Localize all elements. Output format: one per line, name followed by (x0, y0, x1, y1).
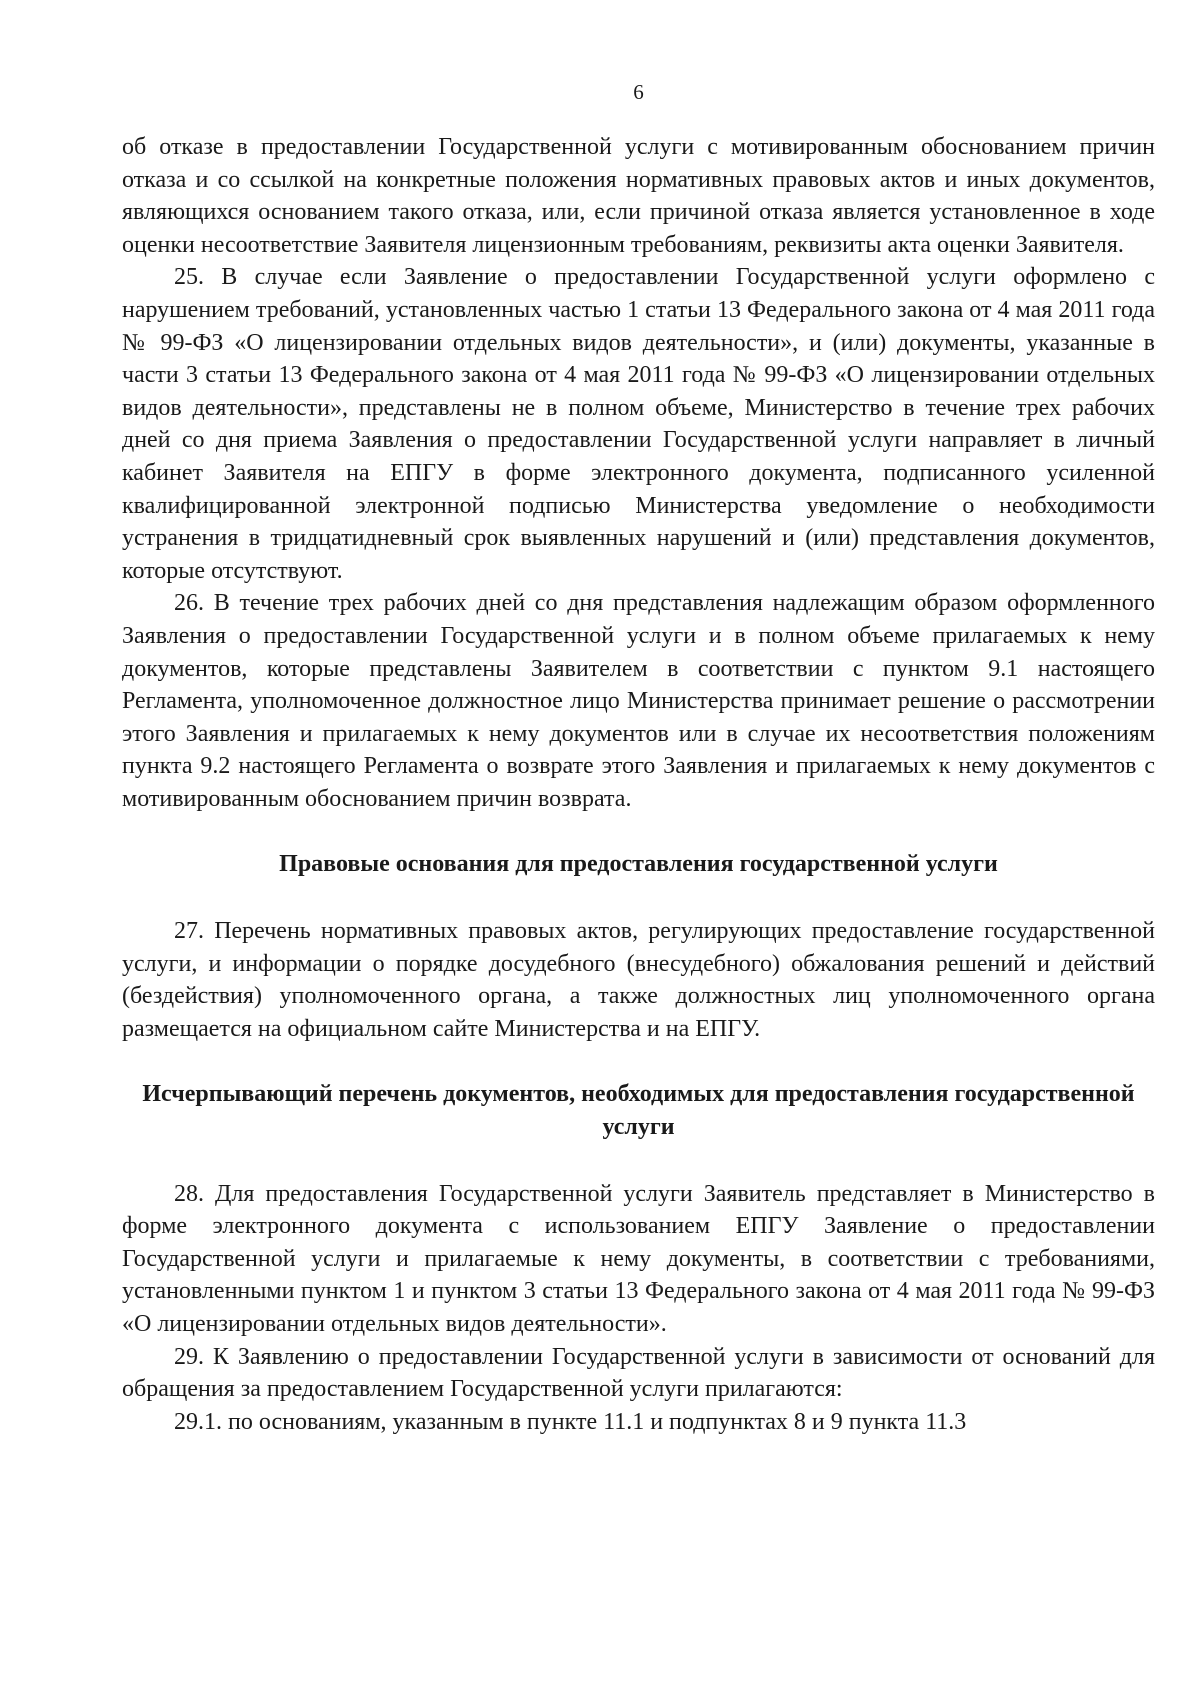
paragraph-continuation: об отказе в предоставлении Государственной услуги с мотивированным обоснованием причин отказа и со ссылкой на конкретные положения нормативных правовых актов и иных документов, являющихся основанием такого отказа, или, если причиной отказа является установленное в ходе оценки несоответствие Заявителя лицензионным требованиям, реквизиты акта оценки Заявителя. (122, 134, 1155, 258)
spacer (122, 881, 1155, 915)
paragraph-28: 28. Для предоставления Государственной услуги Заявитель представляет в Министерство в форме электронного документа с использованием ЕПГУ Заявление о предоставлении Государственной услуги и прилагаемые к нему документы, в соответствии с требованиями, установленными пунктом 1 и пунктом 3 статьи 13 Федерального закона от 4 мая 2011 года № 99-ФЗ «О лицензировании отдельных видов деятельности». (122, 1180, 1155, 1337)
page-number: 6 (633, 80, 644, 104)
paragraph-27: 27. Перечень нормативных правовых актов, регулирующих предоставление государственной услуги, и информации о порядке досудебного (внесудебного) обжалования решений и действий (бездействия) уполномоченного органа, а также должностных лиц уполномоченного органа размещается на официальном сайте Министерства и на ЕПГУ. (122, 918, 1155, 1042)
spacer (122, 1144, 1155, 1178)
paragraph-29-1: 29.1. по основаниям, указанным в пункте 11.1 и подпунктах 8 и 9 пункта 11.3 (174, 1408, 967, 1435)
section-heading-legal-basis: Правовые основания для предоставления государственной услуги (279, 851, 998, 878)
paragraph-29: 29. К Заявлению о предоставлении Государственной услуги в зависимости от оснований для обращения за предоставлением Государственной услуги прилагаются: (122, 1343, 1155, 1403)
section-heading-documents: Исчерпывающий перечень документов, необходимых для предоставления государственной услуги (142, 1081, 1135, 1141)
document-body (122, 131, 1155, 1438)
paragraph-25: 25. В случае если Заявление о предоставлении Государственной услуги оформлено с нарушением требований, установленных частью 1 статьи 13 Федерального закона от 4 мая 2011 года № 99-ФЗ «О лицензировании отдельных видов деятельности», и (или) документы, указанные в части 3 статьи 13 Федерального закона от 4 мая 2011 года № 99-ФЗ «О лицензировании отдельных видов деятельности», представлены не в полном объеме, Министерство в течение трех рабочих дней со дня приема Заявления о предоставлении Государственной услуги направляет в личный кабинет Заявителя на ЕПГУ в форме электронного документа, подписанного усиленной квалифицированной электронной подписью Министерства уведомление о необходимости устранения в тридцатидневный срок выявленных нарушений и (или) представления документов, которые отсутствуют. (122, 264, 1155, 584)
spacer (122, 1045, 1155, 1078)
paragraph-26: 26. В течение трех рабочих дней со дня представления надлежащим образом оформленного Заявления о предоставлении Государственной услуги и в полном объеме прилагаемых к нему документов, которые представлены Заявителем в соответствии с пунктом 9.1 настоящего Регламента, уполномоченное должностное лицо Министерства принимает решение о рассмотрении этого Заявления и прилагаемых к нему документов или в случае их несоответствия положениям пункта 9.2 настоящего Регламента о возврате этого Заявления и прилагаемых к нему документов с мотивированным обоснованием причин возврата. (122, 590, 1155, 812)
spacer (122, 815, 1155, 848)
